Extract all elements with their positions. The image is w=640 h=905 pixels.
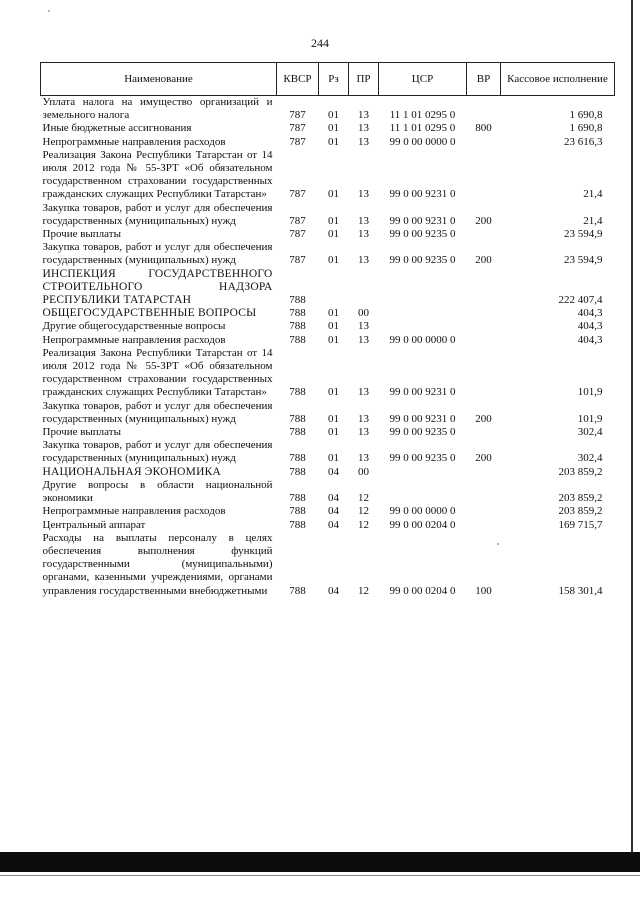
- row-name: Реализация Закона Республики Татарстан от 14 июля 2012 года № 55-ЗРТ «Об обязательном государственном страховании государственных гражданских служащих Республики Татарстан»: [42, 346, 273, 399]
- row-pr: 13: [358, 228, 369, 241]
- row-kvsr: 788: [289, 294, 306, 307]
- row-amount: 222 407,4: [558, 294, 603, 307]
- row-csr: [379, 466, 467, 479]
- scan-bottom-bar: [0, 852, 640, 872]
- row-amount: 23 594,9: [564, 228, 603, 241]
- row-rz: 01: [328, 426, 339, 439]
- row-pr: 13: [358, 254, 369, 267]
- row-csr: 99 0 00 0000 0: [389, 333, 456, 346]
- row-amount: 101,9: [577, 386, 603, 399]
- row-csr: [379, 320, 467, 333]
- row-csr: 99 0 00 9235 0: [389, 426, 456, 439]
- row-vr: 200: [475, 412, 492, 425]
- row-amount: 21,4: [583, 214, 603, 227]
- row-csr: 99 0 00 9231 0: [389, 188, 456, 201]
- table-row: [41, 400, 615, 426]
- row-pr: 13: [358, 214, 369, 227]
- row-vr: [467, 347, 501, 400]
- row-rz: 01: [328, 333, 339, 346]
- row-kvsr: 788: [289, 518, 306, 531]
- row-csr: 99 0 00 9235 0: [389, 228, 456, 241]
- table-row: [41, 347, 615, 400]
- table-row: [41, 439, 615, 465]
- row-name: Реализация Закона Республики Татарстан от 14 июля 2012 года № 55-ЗРТ «Об обязательном государственном страховании государственных гражданских служащих Республики Татарстан»: [42, 148, 273, 201]
- row-csr: 99 0 00 0204 0: [389, 518, 456, 531]
- row-amount: 302,4: [577, 452, 603, 465]
- row-pr: 00: [358, 465, 369, 478]
- row-rz: 04: [328, 584, 339, 597]
- table-row: [41, 479, 615, 505]
- row-csr: 99 0 00 9231 0: [389, 412, 456, 425]
- header-amount: Кассовое исполнение: [501, 63, 615, 96]
- row-rz: 01: [328, 122, 339, 135]
- row-vr: [467, 505, 501, 518]
- row-name: Закупка товаров, работ и услуг для обеспечения государственных (муниципальных) нужд: [42, 241, 273, 267]
- row-rz: 01: [328, 386, 339, 399]
- row-kvsr: 787: [289, 188, 306, 201]
- table-row: [41, 228, 615, 241]
- row-pr: 13: [358, 386, 369, 399]
- row-csr: [379, 307, 467, 320]
- table-body: [41, 96, 615, 598]
- row-pr: 12: [358, 505, 369, 518]
- row-amount: 169 715,7: [558, 518, 603, 531]
- header-vr: ВР: [467, 63, 501, 96]
- row-amount: 302,4: [577, 426, 603, 439]
- row-pr: 12: [358, 518, 369, 531]
- table-row: [41, 96, 615, 123]
- row-pr: 00: [358, 307, 369, 320]
- table-row: [41, 505, 615, 518]
- row-name: Закупка товаров, работ и услуг для обеспечения государственных (муниципальных) нужд: [42, 399, 273, 425]
- row-rz: 01: [328, 307, 339, 320]
- row-vr: [467, 268, 501, 308]
- budget-table-container: [40, 62, 614, 598]
- row-amount: 404,3: [577, 320, 603, 333]
- table-row: [41, 202, 615, 228]
- row-kvsr: 788: [289, 426, 306, 439]
- row-vr: 200: [475, 214, 492, 227]
- scan-speck: [48, 10, 50, 12]
- row-rz: 01: [328, 109, 339, 122]
- row-kvsr: 787: [289, 214, 306, 227]
- row-name: Уплата налога на имущество организаций и земельного налога: [42, 96, 273, 122]
- row-vr: [467, 149, 501, 202]
- row-kvsr: 788: [289, 492, 306, 505]
- row-rz: 01: [328, 214, 339, 227]
- row-kvsr: 787: [289, 122, 306, 135]
- page-right-edge: [631, 0, 633, 852]
- row-pr: 13: [358, 452, 369, 465]
- row-vr: [467, 228, 501, 241]
- row-kvsr: 788: [289, 320, 306, 333]
- row-pr: 12: [358, 584, 369, 597]
- row-pr: 13: [358, 426, 369, 439]
- row-rz: 01: [328, 188, 339, 201]
- row-name: Закупка товаров, работ и услуг для обеспечения государственных (муниципальных) нужд: [42, 439, 273, 465]
- row-name: Другие вопросы в области национальной экономики: [42, 478, 273, 505]
- table-row: [41, 532, 615, 598]
- row-name: Прочие выплаты: [42, 426, 121, 439]
- row-kvsr: 788: [289, 505, 306, 518]
- row-kvsr: 788: [289, 452, 306, 465]
- row-vr: [467, 307, 501, 320]
- row-name: Центральный аппарат: [42, 518, 146, 531]
- table-row: [41, 149, 615, 202]
- row-csr: 99 0 00 9235 0: [389, 452, 456, 465]
- row-kvsr: 787: [289, 109, 306, 122]
- row-kvsr: 788: [289, 386, 306, 399]
- table-row: [41, 426, 615, 439]
- row-pr: 13: [358, 333, 369, 346]
- row-amount: 101,9: [577, 412, 603, 425]
- row-kvsr: 788: [289, 584, 306, 597]
- row-rz: [319, 268, 349, 308]
- table-row: [41, 122, 615, 135]
- row-name: ОБЩЕГОСУДАРСТВЕННЫЕ ВОПРОСЫ: [42, 307, 257, 320]
- row-vr: [467, 136, 501, 149]
- table-row: [41, 320, 615, 333]
- header-name: Наименование: [41, 63, 277, 96]
- row-amount: 158 301,4: [558, 584, 603, 597]
- row-rz: 01: [328, 320, 339, 333]
- row-amount: 203 859,2: [558, 492, 603, 505]
- row-kvsr: 787: [289, 135, 306, 148]
- table-row: [41, 334, 615, 347]
- table-row: [41, 466, 615, 479]
- row-csr: 99 0 00 9231 0: [389, 386, 456, 399]
- header-csr: ЦСР: [379, 63, 467, 96]
- row-vr: [467, 519, 501, 532]
- row-csr: 99 0 00 0000 0: [389, 135, 456, 148]
- row-vr: [467, 96, 501, 123]
- row-amount: 404,3: [577, 307, 603, 320]
- scan-bottom-rule: [0, 875, 640, 876]
- row-vr: [467, 479, 501, 505]
- row-amount: 404,3: [577, 333, 603, 346]
- row-pr: 13: [358, 412, 369, 425]
- row-vr: 200: [475, 254, 492, 267]
- row-kvsr: 788: [289, 465, 306, 478]
- row-pr: [349, 268, 379, 308]
- row-csr: 11 1 01 0295 0: [389, 122, 456, 135]
- row-rz: 01: [328, 412, 339, 425]
- header-kvsr: КВСР: [277, 63, 319, 96]
- header-pr: ПР: [349, 63, 379, 96]
- row-rz: 04: [328, 518, 339, 531]
- table-row: [41, 307, 615, 320]
- row-csr: [379, 268, 467, 308]
- row-vr: [467, 334, 501, 347]
- row-rz: 01: [328, 452, 339, 465]
- row-vr: [467, 426, 501, 439]
- table-row: [41, 241, 615, 267]
- row-rz: 01: [328, 228, 339, 241]
- page-number: 244: [311, 36, 329, 50]
- row-pr: 13: [358, 135, 369, 148]
- row-pr: 13: [358, 320, 369, 333]
- row-amount: 203 859,2: [558, 505, 603, 518]
- table-row: [41, 519, 615, 532]
- row-vr: 200: [475, 452, 492, 465]
- row-csr: [379, 479, 467, 505]
- row-name: Непрограммные направления расходов: [42, 135, 226, 148]
- row-name: НАЦИОНАЛЬНАЯ ЭКОНОМИКА: [42, 465, 221, 478]
- row-rz: 04: [328, 465, 339, 478]
- row-name: Закупка товаров, работ и услуг для обеспечения государственных (муниципальных) нужд: [42, 201, 273, 227]
- row-name: ИНСПЕКЦИЯ ГОСУДАРСТВЕННОГО СТРОИТЕЛЬНОГО НАДЗОРА РЕСПУБЛИКИ ТАТАРСТАН: [42, 267, 273, 307]
- row-name: Непрограммные направления расходов: [42, 333, 226, 346]
- row-name: Иные бюджетные ассигнования: [42, 122, 192, 135]
- row-amount: 21,4: [583, 188, 603, 201]
- table-header: [41, 63, 615, 96]
- row-amount: 23 616,3: [564, 135, 603, 148]
- row-amount: 23 594,9: [564, 254, 603, 267]
- row-vr: [467, 320, 501, 333]
- table-row: [41, 268, 615, 308]
- row-kvsr: 788: [289, 333, 306, 346]
- row-amount: 203 859,2: [558, 465, 603, 478]
- row-kvsr: 787: [289, 254, 306, 267]
- row-rz: 01: [328, 135, 339, 148]
- row-kvsr: 788: [289, 412, 306, 425]
- row-csr: 99 0 00 0204 0: [389, 584, 456, 597]
- row-name: Прочие выплаты: [42, 228, 121, 241]
- header-rz: Рз: [319, 63, 349, 96]
- row-pr: 13: [358, 109, 369, 122]
- row-kvsr: 787: [289, 228, 306, 241]
- table-row: [41, 136, 615, 149]
- row-pr: 13: [358, 122, 369, 135]
- row-kvsr: 788: [289, 307, 306, 320]
- row-rz: 04: [328, 492, 339, 505]
- row-vr: [467, 466, 501, 479]
- row-pr: 13: [358, 188, 369, 201]
- row-name: Другие общегосударственные вопросы: [42, 320, 226, 333]
- budget-table: [40, 62, 615, 598]
- row-rz: 01: [328, 254, 339, 267]
- row-csr: 99 0 00 9235 0: [389, 254, 456, 267]
- row-name: Расходы на выплаты персоналу в целях обеспечения выполнения функций государственными (муниципальными) органами, казенными учреждениями, органами управления государственными внебюджетными: [42, 531, 273, 597]
- scan-speck: [497, 543, 499, 545]
- row-vr: 800: [475, 122, 492, 135]
- row-vr: 100: [475, 584, 492, 597]
- row-rz: 04: [328, 505, 339, 518]
- row-csr: 11 1 01 0295 0: [389, 109, 456, 122]
- row-pr: 12: [358, 492, 369, 505]
- row-csr: 99 0 00 9231 0: [389, 214, 456, 227]
- row-amount: 1 690,8: [569, 122, 603, 135]
- row-amount: 1 690,8: [569, 109, 603, 122]
- row-csr: 99 0 00 0000 0: [389, 505, 456, 518]
- row-name: Непрограммные направления расходов: [42, 505, 226, 518]
